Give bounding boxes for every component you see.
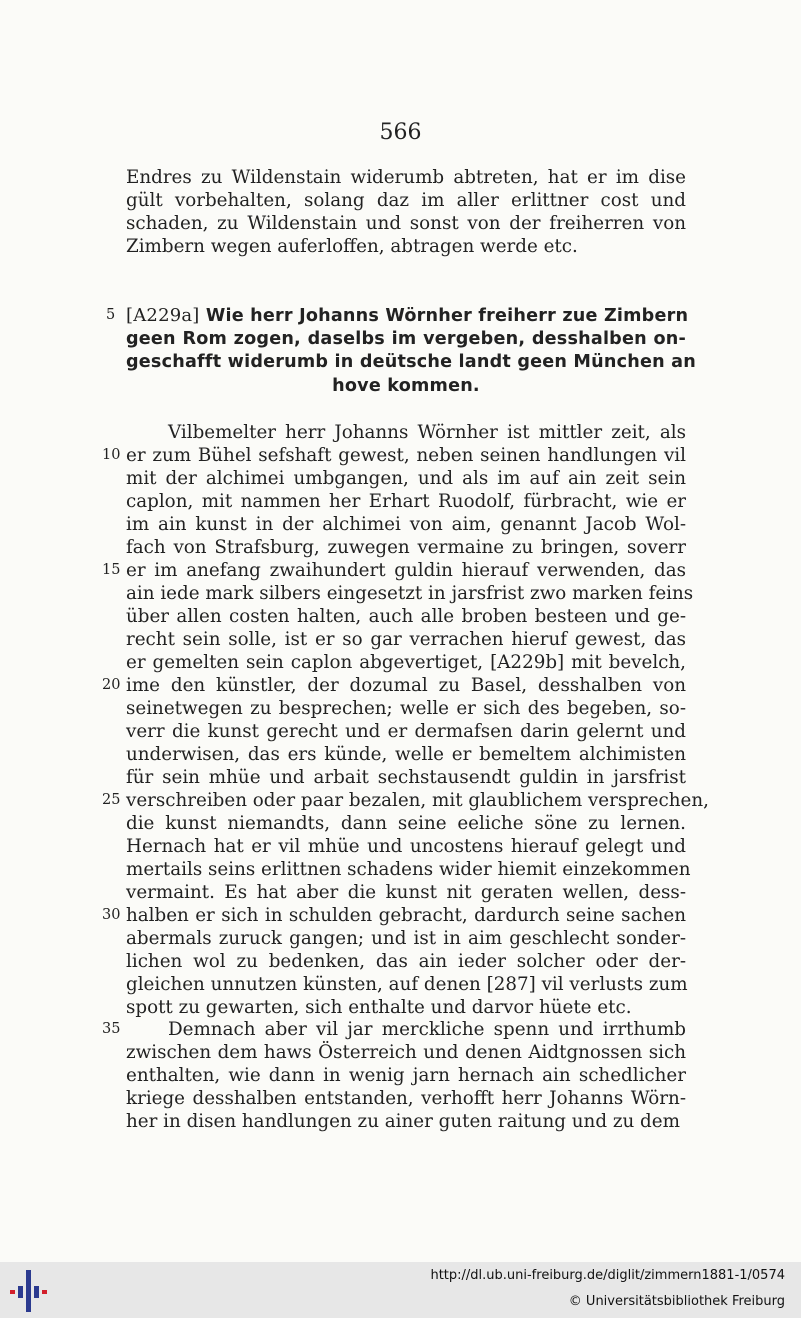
text-line bbox=[126, 536, 686, 559]
heading-line bbox=[106, 304, 689, 328]
text-line bbox=[102, 904, 686, 927]
line-text: mertails seins erlittnen schadens wider hiemit einzekommen bbox=[126, 859, 691, 880]
paragraph-main bbox=[102, 421, 709, 1019]
ub-freiburg-logo-icon bbox=[10, 1270, 50, 1312]
text-line bbox=[102, 559, 686, 582]
line-text: Vilbemelter herr Johanns Wörnher ist mittler zeit, als bbox=[168, 422, 686, 443]
line-number: 15 bbox=[102, 562, 121, 578]
text-line bbox=[126, 950, 686, 973]
heading-line: geen Rom zogen, daselbs im vergeben, desshalben on- bbox=[126, 328, 686, 349]
heading-line: hove kommen. bbox=[332, 375, 480, 396]
line-text: underwisen, das ers künde, welle er bemeltem alchimisten bbox=[126, 744, 686, 765]
line-number: 10 bbox=[102, 447, 121, 463]
text-line bbox=[126, 858, 691, 881]
text-line: gült vorbehalten, solang daz im aller erlittner cost und bbox=[126, 190, 686, 211]
line-text: caplon, mit nammen her Erhart Ruodolf, fürbracht, wie er bbox=[126, 491, 686, 512]
footer-url-link[interactable]: http://dl.ub.uni-freiburg.de/diglit/zimmern1881-1/0574 bbox=[430, 1268, 785, 1283]
text-line bbox=[126, 927, 686, 950]
line-text: halben er sich in schulden gebracht, dardurch seine sachen bbox=[126, 905, 686, 926]
text-line bbox=[126, 812, 686, 835]
text-line bbox=[126, 1087, 686, 1110]
line-text: er gemelten sein caplon abgevertiget, [A229b] mit bevelch, bbox=[126, 652, 686, 673]
line-number: 20 bbox=[102, 677, 121, 693]
text-line bbox=[126, 1110, 686, 1133]
text-line bbox=[102, 674, 686, 697]
heading-text: Wie herr Johanns Wörnher freiherr zue Zimbern bbox=[205, 306, 689, 326]
paragraph-continuation bbox=[126, 166, 686, 258]
line-number: 5 bbox=[106, 307, 116, 323]
text-line bbox=[126, 582, 694, 605]
line-text: vermaint. Es hat aber die kunst nit geraten wellen, dess- bbox=[126, 882, 686, 903]
footer-copyright: © Universitätsbibliothek Freiburg bbox=[568, 1294, 785, 1309]
text-line bbox=[126, 881, 686, 904]
text-line bbox=[126, 697, 686, 720]
line-text: abermals zuruck gangen; und ist in aim geschlecht sonder- bbox=[126, 928, 686, 949]
line-text: seinetwegen zu besprechen; welle er sich des begeben, so- bbox=[126, 698, 686, 719]
line-text: Demnach aber vil jar merckliche spenn und irrthumb bbox=[168, 1019, 686, 1040]
text-line: Endres zu Wildenstain widerumb abtreten, hat er im dise bbox=[126, 167, 686, 188]
text-line bbox=[126, 1041, 686, 1064]
line-number: 30 bbox=[102, 907, 121, 923]
text-line bbox=[126, 421, 686, 444]
section-heading bbox=[106, 304, 696, 398]
text-line bbox=[126, 490, 686, 513]
text-line bbox=[126, 973, 686, 996]
line-text: er zum Bühel sefshaft gewest, neben seinen handlungen vil bbox=[126, 445, 686, 466]
text-line: schaden, zu Wildenstain und sonst von der freiherren von bbox=[126, 213, 686, 234]
line-number: 35 bbox=[102, 1021, 121, 1037]
text-line bbox=[102, 789, 709, 812]
text-line bbox=[126, 1064, 686, 1087]
text-line bbox=[126, 605, 686, 628]
text-line bbox=[102, 1018, 686, 1041]
line-text: über allen costen halten, auch alle broben besteen und ge- bbox=[126, 606, 686, 627]
text-line bbox=[126, 651, 686, 674]
footer-bar bbox=[0, 1262, 801, 1318]
page-number: 566 bbox=[379, 120, 422, 145]
line-text: fach von Strafsburg, zuwegen vermaine zu bringen, soverr bbox=[126, 537, 686, 558]
text-line bbox=[126, 766, 686, 789]
line-text: gleichen unnutzen künsten, auf denen [287] vil verlusts zum bbox=[126, 974, 688, 995]
line-text: her in disen handlungen zu ainer guten raitung und zu dem bbox=[126, 1111, 680, 1132]
text-line bbox=[102, 444, 686, 467]
line-text: verr die kunst gerecht und er dermafsen darin gelernt und bbox=[126, 721, 686, 742]
line-text: enthalten, wie dann in wenig jarn hernach ain schedlicher bbox=[126, 1065, 686, 1086]
line-text: lichen wol zu bedenken, das ain ieder solcher oder der- bbox=[126, 951, 686, 972]
text-line bbox=[126, 628, 686, 651]
line-number: 25 bbox=[102, 792, 121, 808]
line-text: verschreiben oder paar bezalen, mit glaublichem versprechen, bbox=[126, 790, 709, 811]
heading-line: geschafft widerumb in deütsche landt geen München an bbox=[126, 352, 696, 372]
line-text: er im anefang zwaihundert guldin hierauf verwenden, das bbox=[126, 560, 686, 581]
line-text: im ain kunst in der alchimei von aim, genannt Jacob Wol- bbox=[126, 514, 686, 535]
text-line bbox=[126, 720, 686, 743]
line-text: die kunst niemandts, dann seine eeliche söne zu lernen. bbox=[126, 813, 686, 834]
text-line bbox=[126, 996, 686, 1019]
text-line bbox=[126, 835, 686, 858]
line-text: kriege desshalben entstanden, verhofft herr Johanns Wörn- bbox=[126, 1088, 686, 1109]
text-line: Zimbern wegen auferloffen, abtragen werde etc. bbox=[126, 236, 578, 257]
line-text: spott zu gewarten, sich enthalte und darvor hüete etc. bbox=[126, 997, 632, 1018]
text-line bbox=[126, 467, 686, 490]
page-reference: [A229a] bbox=[126, 305, 200, 326]
line-text: ain iede mark silbers eingesetzt in jarsfrist zwo marken feins bbox=[126, 583, 694, 604]
line-text: für sein mhüe und arbait sechstausendt guldin in jarsfrist bbox=[126, 767, 686, 788]
line-text: recht sein solle, ist er so gar verrachen hieruf gewest, das bbox=[126, 629, 686, 650]
text-line bbox=[126, 743, 686, 766]
text-line bbox=[126, 513, 686, 536]
line-text: Hernach hat er vil mhüe und uncostens hierauf gelegt und bbox=[126, 836, 686, 857]
paragraph-second bbox=[102, 1018, 686, 1133]
line-text: zwischen dem haws Österreich und denen Aidtgnossen sich bbox=[126, 1042, 686, 1063]
line-text: ime den künstler, der dozumal zu Basel, desshalben von bbox=[126, 675, 686, 696]
line-text: mit der alchimei umbgangen, und als im auf ain zeit sein bbox=[126, 468, 686, 489]
